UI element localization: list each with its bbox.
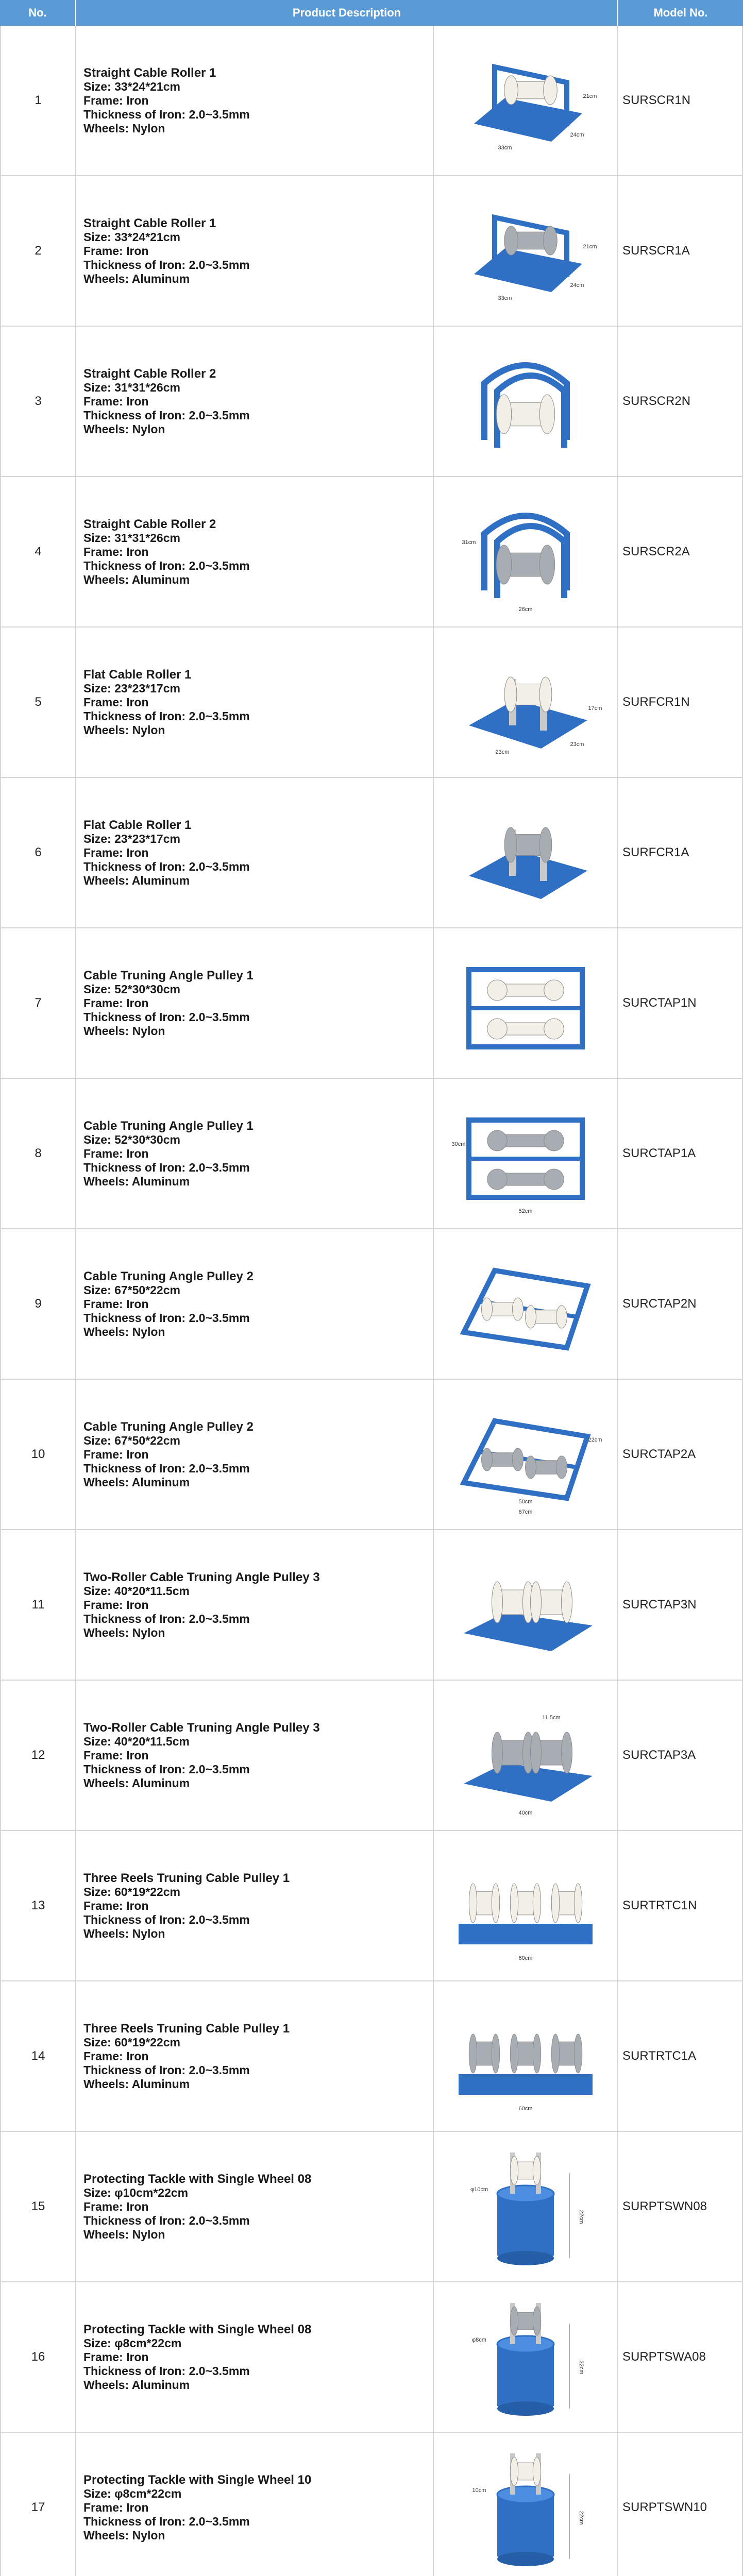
table-header: [0, 0, 743, 26]
base-plate: [469, 850, 587, 899]
row-number: 6: [0, 778, 76, 927]
product-wheels: Wheels: Nylon: [83, 1926, 165, 1940]
header-no: No.: [0, 0, 76, 26]
dimension-label-2: 24cm: [570, 282, 584, 289]
roller-wheel-3: [551, 2034, 582, 2073]
base-plate: [459, 1924, 593, 1944]
product-frame: Frame: Iron: [83, 845, 149, 859]
product-frame: Frame: Iron: [83, 2350, 149, 2364]
product-title: Protecting Tackle with Single Wheel 08: [83, 2322, 312, 2336]
model-number: SURCTAP3N: [618, 1530, 743, 1680]
product-frame: Frame: Iron: [83, 2049, 149, 2063]
product-image: [434, 2282, 618, 2432]
product-wheels: Wheels: Aluminum: [83, 572, 190, 586]
roller-wheel-2: [510, 1884, 541, 1923]
roller-wheel-1: [482, 1448, 524, 1471]
product-illustration: [448, 1390, 603, 1519]
table-row: [0, 628, 743, 778]
table-row: [0, 26, 743, 176]
product-illustration: [448, 1089, 603, 1218]
row-number: 17: [0, 2433, 76, 2576]
product-title: Cable Truning Angle Pulley 1: [83, 968, 254, 982]
product-title: Cable Truning Angle Pulley 1: [83, 1118, 254, 1133]
product-description: [76, 1530, 434, 1680]
roller-wheel-bottom: [487, 1019, 564, 1039]
product-size: Size: 67*50*22cm: [83, 1283, 180, 1297]
product-thickness: Thickness of Iron: 2.0~3.5mm: [83, 408, 250, 422]
product-size: Size: 33*24*21cm: [83, 79, 180, 93]
model-number: SURTRTC1A: [618, 1981, 743, 2131]
product-wheels: Wheels: Nylon: [83, 723, 165, 737]
table-row: [0, 176, 743, 327]
product-wheels: Wheels: Nylon: [83, 2227, 165, 2241]
dimension-label-2: 50cm: [518, 1499, 533, 1505]
product-illustration: [448, 487, 603, 616]
table-row: [0, 477, 743, 628]
product-description: [76, 327, 434, 476]
product-thickness: Thickness of Iron: 2.0~3.5mm: [83, 258, 250, 272]
product-size: Size: 23*23*17cm: [83, 681, 180, 695]
roller-wheel-top: [487, 1130, 564, 1151]
product-thickness: Thickness of Iron: 2.0~3.5mm: [83, 558, 250, 572]
product-description: [76, 1380, 434, 1529]
product-image: [434, 327, 618, 476]
product-thickness: Thickness of Iron: 2.0~3.5mm: [83, 1160, 250, 1174]
product-size: Size: 31*31*26cm: [83, 380, 180, 394]
product-illustration: [448, 1240, 603, 1368]
table-row: [0, 928, 743, 1079]
table-row: [0, 1229, 743, 1380]
product-title: Three Reels Truning Cable Pulley 1: [83, 1871, 290, 1885]
product-image: [434, 778, 618, 927]
dimension-label-2: 22cm: [578, 2210, 584, 2224]
product-image: [434, 1079, 618, 1228]
dimension-label-2: 26cm: [518, 606, 533, 613]
roller-wheel-2: [526, 1456, 567, 1479]
row-number: 12: [0, 1681, 76, 1830]
model-number: SURCTAP2A: [618, 1380, 743, 1529]
model-number: SURFCR1N: [618, 628, 743, 777]
table-row: [0, 327, 743, 477]
product-image: [434, 1681, 618, 1830]
dimension-label-2: 22cm: [578, 2360, 584, 2375]
product-description: [76, 176, 434, 326]
product-frame: Frame: Iron: [83, 394, 149, 408]
product-description: [76, 1681, 434, 1830]
product-wheels: Wheels: Aluminum: [83, 2378, 190, 2392]
product-size: Size: 67*50*22cm: [83, 1433, 180, 1447]
tackle-base: [497, 2251, 554, 2265]
dimension-label-2: 11.5cm: [542, 1715, 561, 1721]
dimension-label-1: φ8cm: [472, 2337, 486, 2343]
product-illustration: [448, 1841, 603, 1970]
table-row: [0, 1530, 743, 1681]
product-wheels: Wheels: Aluminum: [83, 1174, 190, 1188]
base-plate: [459, 2074, 593, 2095]
product-wheels: Wheels: Nylon: [83, 1625, 165, 1639]
product-thickness: Thickness of Iron: 2.0~3.5mm: [83, 2213, 250, 2227]
tackle-base: [497, 2401, 554, 2416]
product-description: [76, 2433, 434, 2576]
product-image: [434, 1981, 618, 2131]
product-image: [434, 26, 618, 175]
roller-wheel-3: [551, 1884, 582, 1923]
dimension-label-2: 23cm: [570, 741, 584, 748]
row-number: 2: [0, 176, 76, 326]
product-description: [76, 628, 434, 777]
product-title: Cable Truning Angle Pulley 2: [83, 1419, 254, 1434]
product-title: Straight Cable Roller 2: [83, 366, 216, 381]
dimension-label-3: 21cm: [583, 244, 597, 250]
product-image: [434, 2433, 618, 2576]
product-illustration: [448, 337, 603, 466]
product-description: [76, 1229, 434, 1379]
product-frame: Frame: Iron: [83, 1146, 149, 1160]
product-title: Two-Roller Cable Truning Angle Pulley 3: [83, 1570, 320, 1584]
product-thickness: Thickness of Iron: 2.0~3.5mm: [83, 2063, 250, 2077]
dimension-label-1: 52cm: [518, 1208, 533, 1214]
dimension-label-3: 22cm: [588, 1437, 602, 1443]
product-thickness: Thickness of Iron: 2.0~3.5mm: [83, 1612, 250, 1625]
product-description: [76, 2282, 434, 2432]
product-wheels: Wheels: Nylon: [83, 422, 165, 436]
product-frame: Frame: Iron: [83, 1297, 149, 1311]
product-title: Flat Cable Roller 1: [83, 818, 192, 832]
tackle-rim: [497, 2486, 554, 2503]
table-row: [0, 1981, 743, 2132]
row-number: 9: [0, 1229, 76, 1379]
model-number: SURSCR1N: [618, 26, 743, 175]
product-illustration: [448, 939, 603, 1067]
product-frame: Frame: Iron: [83, 695, 149, 709]
model-number: SURSCR2A: [618, 477, 743, 626]
tackle-base: [497, 2552, 554, 2566]
product-size: Size: 33*24*21cm: [83, 230, 180, 244]
roller-wheel: [496, 395, 554, 434]
product-thickness: Thickness of Iron: 2.0~3.5mm: [83, 1762, 250, 1776]
row-number: 15: [0, 2132, 76, 2281]
tackle-body: [497, 2344, 554, 2411]
model-number: SURPTSWN08: [618, 2132, 743, 2281]
dimension-label-1: 67cm: [518, 1509, 533, 1515]
product-table-body: [0, 26, 743, 2576]
product-title: Straight Cable Roller 2: [83, 517, 216, 531]
product-size: Size: φ8cm*22cm: [83, 2336, 182, 2350]
product-title: Protecting Tackle with Single Wheel 10: [83, 2472, 312, 2487]
dimension-label-3: 21cm: [583, 93, 597, 99]
product-frame: Frame: Iron: [83, 93, 149, 107]
dimension-label-1: 10cm: [472, 2487, 486, 2494]
roller-wheel: [510, 2457, 541, 2486]
product-thickness: Thickness of Iron: 2.0~3.5mm: [83, 107, 250, 121]
product-description: [76, 1079, 434, 1228]
row-number: 1: [0, 26, 76, 175]
product-description: [76, 26, 434, 175]
roller-wheel: [496, 545, 554, 584]
product-image: [434, 1380, 618, 1529]
dimension-label-1: 31cm: [462, 539, 476, 546]
dimension-label-2: 24cm: [570, 132, 584, 138]
product-description: [76, 778, 434, 927]
table-row: [0, 778, 743, 928]
model-number: SURCTAP2N: [618, 1229, 743, 1379]
product-frame: Frame: Iron: [83, 1447, 149, 1461]
product-size: Size: 52*30*30cm: [83, 1132, 180, 1146]
roller-wheel-1: [469, 2034, 499, 2073]
product-size: Size: 60*19*22cm: [83, 2035, 180, 2049]
product-size: Size: 23*23*17cm: [83, 832, 180, 845]
roller-wheel-2: [531, 1732, 572, 1773]
product-frame: Frame: Iron: [83, 996, 149, 1010]
row-number: 13: [0, 1831, 76, 1980]
product-image: [434, 628, 618, 777]
model-number: SURSCR1A: [618, 176, 743, 326]
product-size: Size: 40*20*11.5cm: [83, 1734, 190, 1748]
dimension-label-1: 23cm: [495, 749, 510, 755]
product-frame: Frame: Iron: [83, 1748, 149, 1762]
tackle-rim: [497, 2336, 554, 2352]
product-wheels: Wheels: Aluminum: [83, 272, 190, 285]
product-image: [434, 1831, 618, 1980]
roller-wheel: [504, 76, 558, 105]
row-number: 10: [0, 1380, 76, 1529]
product-image: [434, 1530, 618, 1680]
product-description: [76, 1981, 434, 2131]
product-title: Cable Truning Angle Pulley 2: [83, 1269, 254, 1283]
product-image: [434, 176, 618, 326]
roller-wheel-bottom: [487, 1169, 564, 1190]
product-wheels: Wheels: Aluminum: [83, 873, 190, 887]
dimension-label-2: 22cm: [578, 2511, 584, 2525]
row-number: 3: [0, 327, 76, 476]
dimension-label-1: 33cm: [498, 145, 512, 151]
product-wheels: Wheels: Aluminum: [83, 2077, 190, 2091]
product-thickness: Thickness of Iron: 2.0~3.5mm: [83, 1010, 250, 1024]
product-illustration: [448, 2293, 603, 2421]
roller-wheel-2: [526, 1306, 567, 1328]
product-wheels: Wheels: Nylon: [83, 2528, 165, 2542]
row-number: 11: [0, 1530, 76, 1680]
product-thickness: Thickness of Iron: 2.0~3.5mm: [83, 2514, 250, 2528]
product-title: Straight Cable Roller 1: [83, 65, 216, 80]
dimension-label-1: 60cm: [518, 2106, 533, 2112]
product-wheels: Wheels: Nylon: [83, 1024, 165, 1038]
header-description: Product Description: [76, 0, 618, 26]
row-number: 7: [0, 928, 76, 1078]
product-illustration: [448, 638, 603, 767]
base-plate: [469, 700, 587, 749]
product-illustration: [448, 788, 603, 917]
tackle-rim: [497, 2185, 554, 2202]
roller-wheel-2: [531, 1582, 572, 1623]
table-row: [0, 1831, 743, 1981]
product-description: [76, 2132, 434, 2281]
product-title: Protecting Tackle with Single Wheel 08: [83, 2172, 312, 2186]
product-size: Size: 60*19*22cm: [83, 1885, 180, 1899]
row-number: 5: [0, 628, 76, 777]
model-number: SURCTAP3A: [618, 1681, 743, 1830]
product-image: [434, 477, 618, 626]
product-illustration: [448, 1992, 603, 2121]
dimension-label-1: 40cm: [518, 1810, 533, 1816]
product-illustration: [448, 187, 603, 315]
dimension-label-1: 60cm: [518, 1955, 533, 1961]
product-thickness: Thickness of Iron: 2.0~3.5mm: [83, 859, 250, 873]
model-number: SURCTAP1N: [618, 928, 743, 1078]
table-row: [0, 1380, 743, 1530]
roller-wheel-top: [487, 980, 564, 1001]
product-illustration: [448, 36, 603, 165]
product-thickness: Thickness of Iron: 2.0~3.5mm: [83, 2364, 250, 2378]
product-thickness: Thickness of Iron: 2.0~3.5mm: [83, 709, 250, 723]
product-thickness: Thickness of Iron: 2.0~3.5mm: [83, 1311, 250, 1325]
table-row: [0, 2282, 743, 2433]
product-image: [434, 2132, 618, 2281]
product-wheels: Wheels: Nylon: [83, 1325, 165, 1338]
product-description: [76, 928, 434, 1078]
row-number: 4: [0, 477, 76, 626]
row-number: 16: [0, 2282, 76, 2432]
product-frame: Frame: Iron: [83, 1899, 149, 1912]
roller-wheel-1: [469, 1884, 499, 1923]
row-number: 8: [0, 1079, 76, 1228]
product-title: Two-Roller Cable Truning Angle Pulley 3: [83, 1720, 320, 1735]
product-title: Straight Cable Roller 1: [83, 216, 216, 230]
dimension-label-3: 17cm: [588, 705, 602, 711]
product-image: [434, 928, 618, 1078]
dimension-label-1: φ10cm: [470, 2187, 488, 2193]
product-wheels: Wheels: Nylon: [83, 121, 165, 135]
roller-wheel-1: [482, 1298, 524, 1320]
product-title: Flat Cable Roller 1: [83, 667, 192, 682]
product-frame: Frame: Iron: [83, 1598, 149, 1612]
dimension-label-1: 33cm: [498, 295, 512, 301]
product-size: Size: φ10cm*22cm: [83, 2185, 189, 2199]
roller-wheel-2: [510, 2034, 541, 2073]
product-wheels: Wheels: Aluminum: [83, 1776, 190, 1790]
product-frame: Frame: Iron: [83, 545, 149, 558]
product-wheels: Wheels: Aluminum: [83, 1475, 190, 1489]
row-number: 14: [0, 1981, 76, 2131]
product-image: [434, 1229, 618, 1379]
product-frame: Frame: Iron: [83, 2199, 149, 2213]
product-description: [76, 477, 434, 626]
product-frame: Frame: Iron: [83, 2500, 149, 2514]
dimension-label-2: 30cm: [451, 1141, 466, 1147]
model-number: SURCTAP1A: [618, 1079, 743, 1228]
roller-wheel: [510, 2307, 541, 2335]
product-size: Size: φ8cm*22cm: [83, 2486, 182, 2500]
product-title: Three Reels Truning Cable Pulley 1: [83, 2021, 290, 2036]
product-size: Size: 40*20*11.5cm: [83, 1584, 190, 1598]
table-row: [0, 1681, 743, 1831]
product-size: Size: 31*31*26cm: [83, 531, 180, 545]
tackle-body: [497, 2495, 554, 2562]
model-number: SURFCR1A: [618, 778, 743, 927]
table-row: [0, 2132, 743, 2282]
product-frame: Frame: Iron: [83, 244, 149, 258]
header-model: Model No.: [653, 6, 708, 19]
model-number: SURPTSWA08: [618, 2282, 743, 2432]
model-number: SURTRTC1N: [618, 1831, 743, 1980]
product-thickness: Thickness of Iron: 2.0~3.5mm: [83, 1461, 250, 1475]
product-size: Size: 52*30*30cm: [83, 982, 180, 996]
model-number: SURPTSWN10: [618, 2433, 743, 2576]
roller-wheel: [510, 2156, 541, 2185]
product-illustration: [448, 1691, 603, 1820]
product-thickness: Thickness of Iron: 2.0~3.5mm: [83, 1912, 250, 1926]
table-row: [0, 1079, 743, 1229]
roller-wheel: [504, 226, 558, 255]
model-number: SURSCR2N: [618, 327, 743, 476]
product-illustration: [448, 2142, 603, 2271]
product-description: [76, 1831, 434, 1980]
product-illustration: [448, 1540, 603, 1669]
table-row: [0, 2433, 743, 2576]
product-illustration: [448, 2443, 603, 2572]
tackle-body: [497, 2194, 554, 2261]
